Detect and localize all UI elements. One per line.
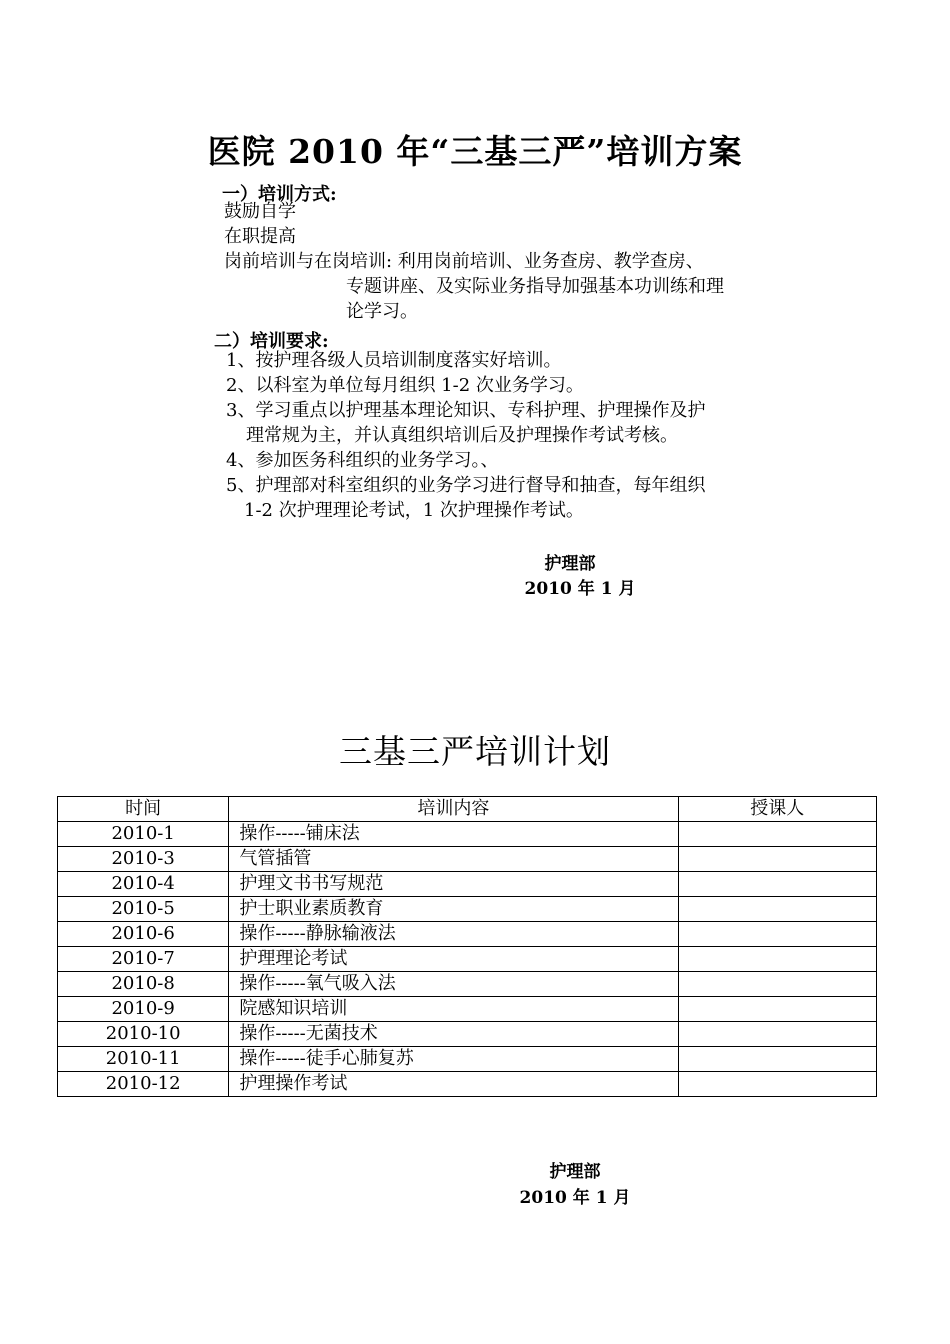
table-row — [58, 947, 877, 972]
column-header-teacher: 授课人 — [678, 797, 877, 822]
cell-teacher — [678, 847, 877, 872]
cell-teacher — [678, 997, 877, 1022]
cell-time: 2010-4 — [58, 872, 229, 897]
table-row — [58, 922, 877, 947]
cell-time: 2010-5 — [58, 897, 229, 922]
cell-teacher — [678, 872, 877, 897]
requirement-item-continued: 理常规为主，并认真组织培训后及护理操作考试考核。 — [246, 425, 678, 446]
section1-heading: 一）培训方式: — [222, 184, 337, 205]
method-item: 岗前培训与在岗培训: 利用岗前培训、业务查房、教学查房、 — [224, 251, 704, 272]
cell-content: 操作-----无菌技术 — [229, 1022, 678, 1047]
cell-time: 2010-8 — [58, 972, 229, 997]
table-header-row — [58, 797, 877, 822]
requirement-item: 1、按护理各级人员培训制度落实好培训。 — [226, 350, 562, 371]
cell-time: 2010-9 — [58, 997, 229, 1022]
section2-heading: 二）培训要求: — [214, 331, 329, 352]
scheme-signature-date: 2010 年 1 月 — [524, 579, 636, 599]
table-row — [58, 1072, 877, 1097]
requirement-item: 4、参加医务科组织的业务学习。、 — [226, 450, 499, 471]
cell-teacher — [678, 1072, 877, 1097]
scheme-signature-dept: 护理部 — [544, 554, 596, 574]
method-item-continued: 专题讲座、及实际业务指导加强基本功训练和理 — [346, 276, 724, 297]
cell-teacher — [678, 1022, 877, 1047]
table-row — [58, 972, 877, 997]
cell-content: 气管插管 — [229, 847, 678, 872]
cell-time: 2010-12 — [58, 1072, 229, 1097]
cell-content: 操作-----徒手心肺复苏 — [229, 1047, 678, 1072]
cell-time: 2010-6 — [58, 922, 229, 947]
cell-content: 操作-----氧气吸入法 — [229, 972, 678, 997]
requirement-item: 2、以科室为单位每月组织 1-2 次业务学习。 — [226, 375, 584, 396]
table-row — [58, 1022, 877, 1047]
table-row — [58, 872, 877, 897]
cell-content: 院感知识培训 — [229, 997, 678, 1022]
table-row — [58, 847, 877, 872]
cell-time: 2010-7 — [58, 947, 229, 972]
cell-content: 护士职业素质教育 — [229, 897, 678, 922]
table-row — [58, 1047, 877, 1072]
method-item: 鼓励自学 — [224, 201, 296, 222]
requirement-item: 5、护理部对科室组织的业务学习进行督导和抽查，每年组织 — [226, 475, 706, 496]
cell-teacher — [678, 822, 877, 847]
method-item: 在职提高 — [224, 226, 296, 247]
method-item-continued: 论学习。 — [346, 301, 418, 322]
table-row — [58, 897, 877, 922]
cell-teacher — [678, 947, 877, 972]
cell-teacher — [678, 897, 877, 922]
scheme-title: 医院 2010 年“三基三严”培训方案 — [207, 132, 743, 171]
plan-signature-date: 2010 年 1 月 — [519, 1188, 631, 1208]
requirement-item: 3、学习重点以护理基本理论知识、专科护理、护理操作及护 — [226, 400, 706, 421]
table-row — [58, 822, 877, 847]
cell-time: 2010-11 — [58, 1047, 229, 1072]
cell-teacher — [678, 922, 877, 947]
plan-signature-dept: 护理部 — [549, 1162, 601, 1182]
cell-teacher — [678, 1047, 877, 1072]
plan-table — [57, 796, 877, 1097]
cell-time: 2010-10 — [58, 1022, 229, 1047]
plan-title: 三基三严培训计划 — [339, 732, 611, 771]
cell-teacher — [678, 972, 877, 997]
requirement-item-continued: 1-2 次护理理论考试，1 次护理操作考试。 — [244, 500, 584, 521]
cell-content: 护理文书书写规范 — [229, 872, 678, 897]
cell-time: 2010-1 — [58, 822, 229, 847]
cell-content: 护理理论考试 — [229, 947, 678, 972]
column-header-time: 时间 — [58, 797, 229, 822]
cell-content: 护理操作考试 — [229, 1072, 678, 1097]
cell-content: 操作-----静脉输液法 — [229, 922, 678, 947]
cell-content: 操作-----铺床法 — [229, 822, 678, 847]
column-header-content: 培训内容 — [229, 797, 678, 822]
table-row — [58, 997, 877, 1022]
cell-time: 2010-3 — [58, 847, 229, 872]
